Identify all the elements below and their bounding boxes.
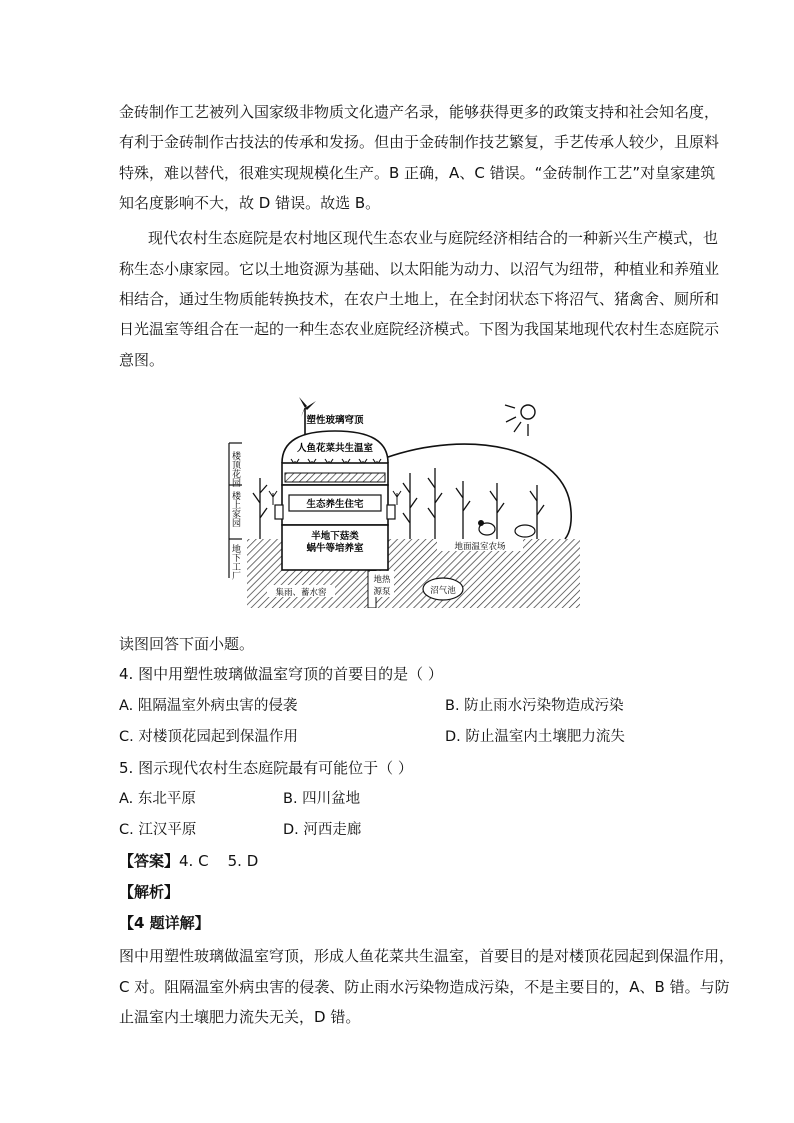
ground-greenhouse-label: 地面温室农场 — [454, 542, 506, 552]
q4-detail-label: 【4 题详解】 — [119, 914, 210, 932]
explanation-line-1: 图中用塑性玻璃做温室穹顶，形成人鱼花菜共生温室，首要目的是对楼顶花园起到保温作用， — [119, 947, 735, 965]
q5-option-c: C. 江汉平原 — [119, 822, 197, 838]
context-line-3: 相结合，通过生物质能转换技术，在农户土地上，在全封闭状态下将沼气、猪禽舍、厕所和 — [119, 290, 720, 308]
q4-option-b: B. 防止雨水污染物造成污染 — [445, 698, 624, 714]
q5-option-a: A. 东北平原 — [119, 791, 196, 807]
context-line-2: 称生态小康家园。它以土地资源为基础、以太阳能为动力、以沼气为纽带，种植业和养殖业 — [119, 260, 720, 278]
context-line-4: 日光温室等组合在一起的一种生态农业庭院经济模式。下图为我国某地现代农村生态庭院示 — [119, 320, 720, 338]
instruction-text: 读图回答下面小题。 — [119, 635, 255, 653]
context-line-5: 意图。 — [119, 351, 165, 369]
intro-line-3: 特殊，难以替代，很难实现规模化生产。B 正确，A、C 错误。“金砖制作工艺”对皇家建筑 — [119, 164, 716, 182]
q5-option-b: B. 四川盆地 — [283, 791, 361, 807]
geothermal-label-2: 源泵 — [373, 587, 391, 597]
basement-label-2: 蜗牛等培养室 — [306, 543, 364, 554]
sun-icon — [505, 405, 535, 436]
answer-label: 【答案】 — [119, 852, 180, 870]
side-label-rooftop: 楼顶花园 — [230, 451, 240, 487]
rooster-icon — [478, 520, 495, 535]
answer-row — [119, 850, 258, 872]
ecological-courtyard-diagram — [225, 393, 580, 608]
q4-stem: 4. 图中用塑性玻璃做温室穹顶的首要目的是（ ） — [119, 665, 443, 683]
analysis-label: 【解析】 — [119, 883, 180, 901]
rain-cellar-label: 集雨、蓄水窖 — [275, 588, 327, 598]
q4-option-a: A. 阻隔温室外病虫害的侵袭 — [119, 698, 298, 714]
context-line-1: 现代农村生态庭院是农村地区现代生态农业与庭院经济相结合的一种新兴生产模式，也 — [148, 229, 719, 247]
q5-option-d: D. 河西走廊 — [283, 822, 362, 838]
intro-line-4: 知名度影响不大，故 D 错误。故选 B。 — [119, 194, 381, 212]
explanation-line-2: C 对。阻隔温室外病虫害的侵袭、防止雨水污染物造成污染，不是主要目的，A、B 错。与防 — [119, 978, 730, 996]
basement-label-1: 半地下菇类 — [311, 531, 359, 542]
pig-icon — [515, 525, 535, 537]
roof-label: 塑性玻璃穹顶 — [306, 415, 364, 426]
geothermal-label-1: 地热 — [373, 575, 391, 585]
q4-option-d: D. 防止温室内土壤肥力流失 — [445, 729, 625, 745]
residence-label: 生态养生住宅 — [306, 499, 364, 510]
greenhouse-label: 人鱼花菜共生温室 — [296, 443, 374, 454]
side-label-underground: 地下工厂 — [230, 544, 240, 580]
answer-text: 4. C 5. D — [179, 852, 259, 870]
explanation-line-3: 止温室内土壤肥力流失无关，D 错。 — [119, 1008, 361, 1026]
ground-greenhouse-arc — [385, 444, 571, 539]
intro-line-2: 有利于金砖制作古技法的传承和发扬。但由于金砖制作技艺繁复，手艺传承人较少，且原料 — [119, 133, 720, 151]
biogas-label: 沼气池 — [430, 586, 456, 596]
q5-stem: 5. 图示现代农村生态庭院最有可能位于（ ） — [119, 759, 413, 777]
side-label-upstairs: 楼上家园 — [230, 491, 240, 527]
intro-line-1: 金砖制作工艺被列入国家级非物质文化遗产名录，能够获得更多的政策支持和社会知名度， — [119, 103, 720, 121]
q4-option-c: C. 对楼顶花园起到保温作用 — [119, 729, 298, 745]
